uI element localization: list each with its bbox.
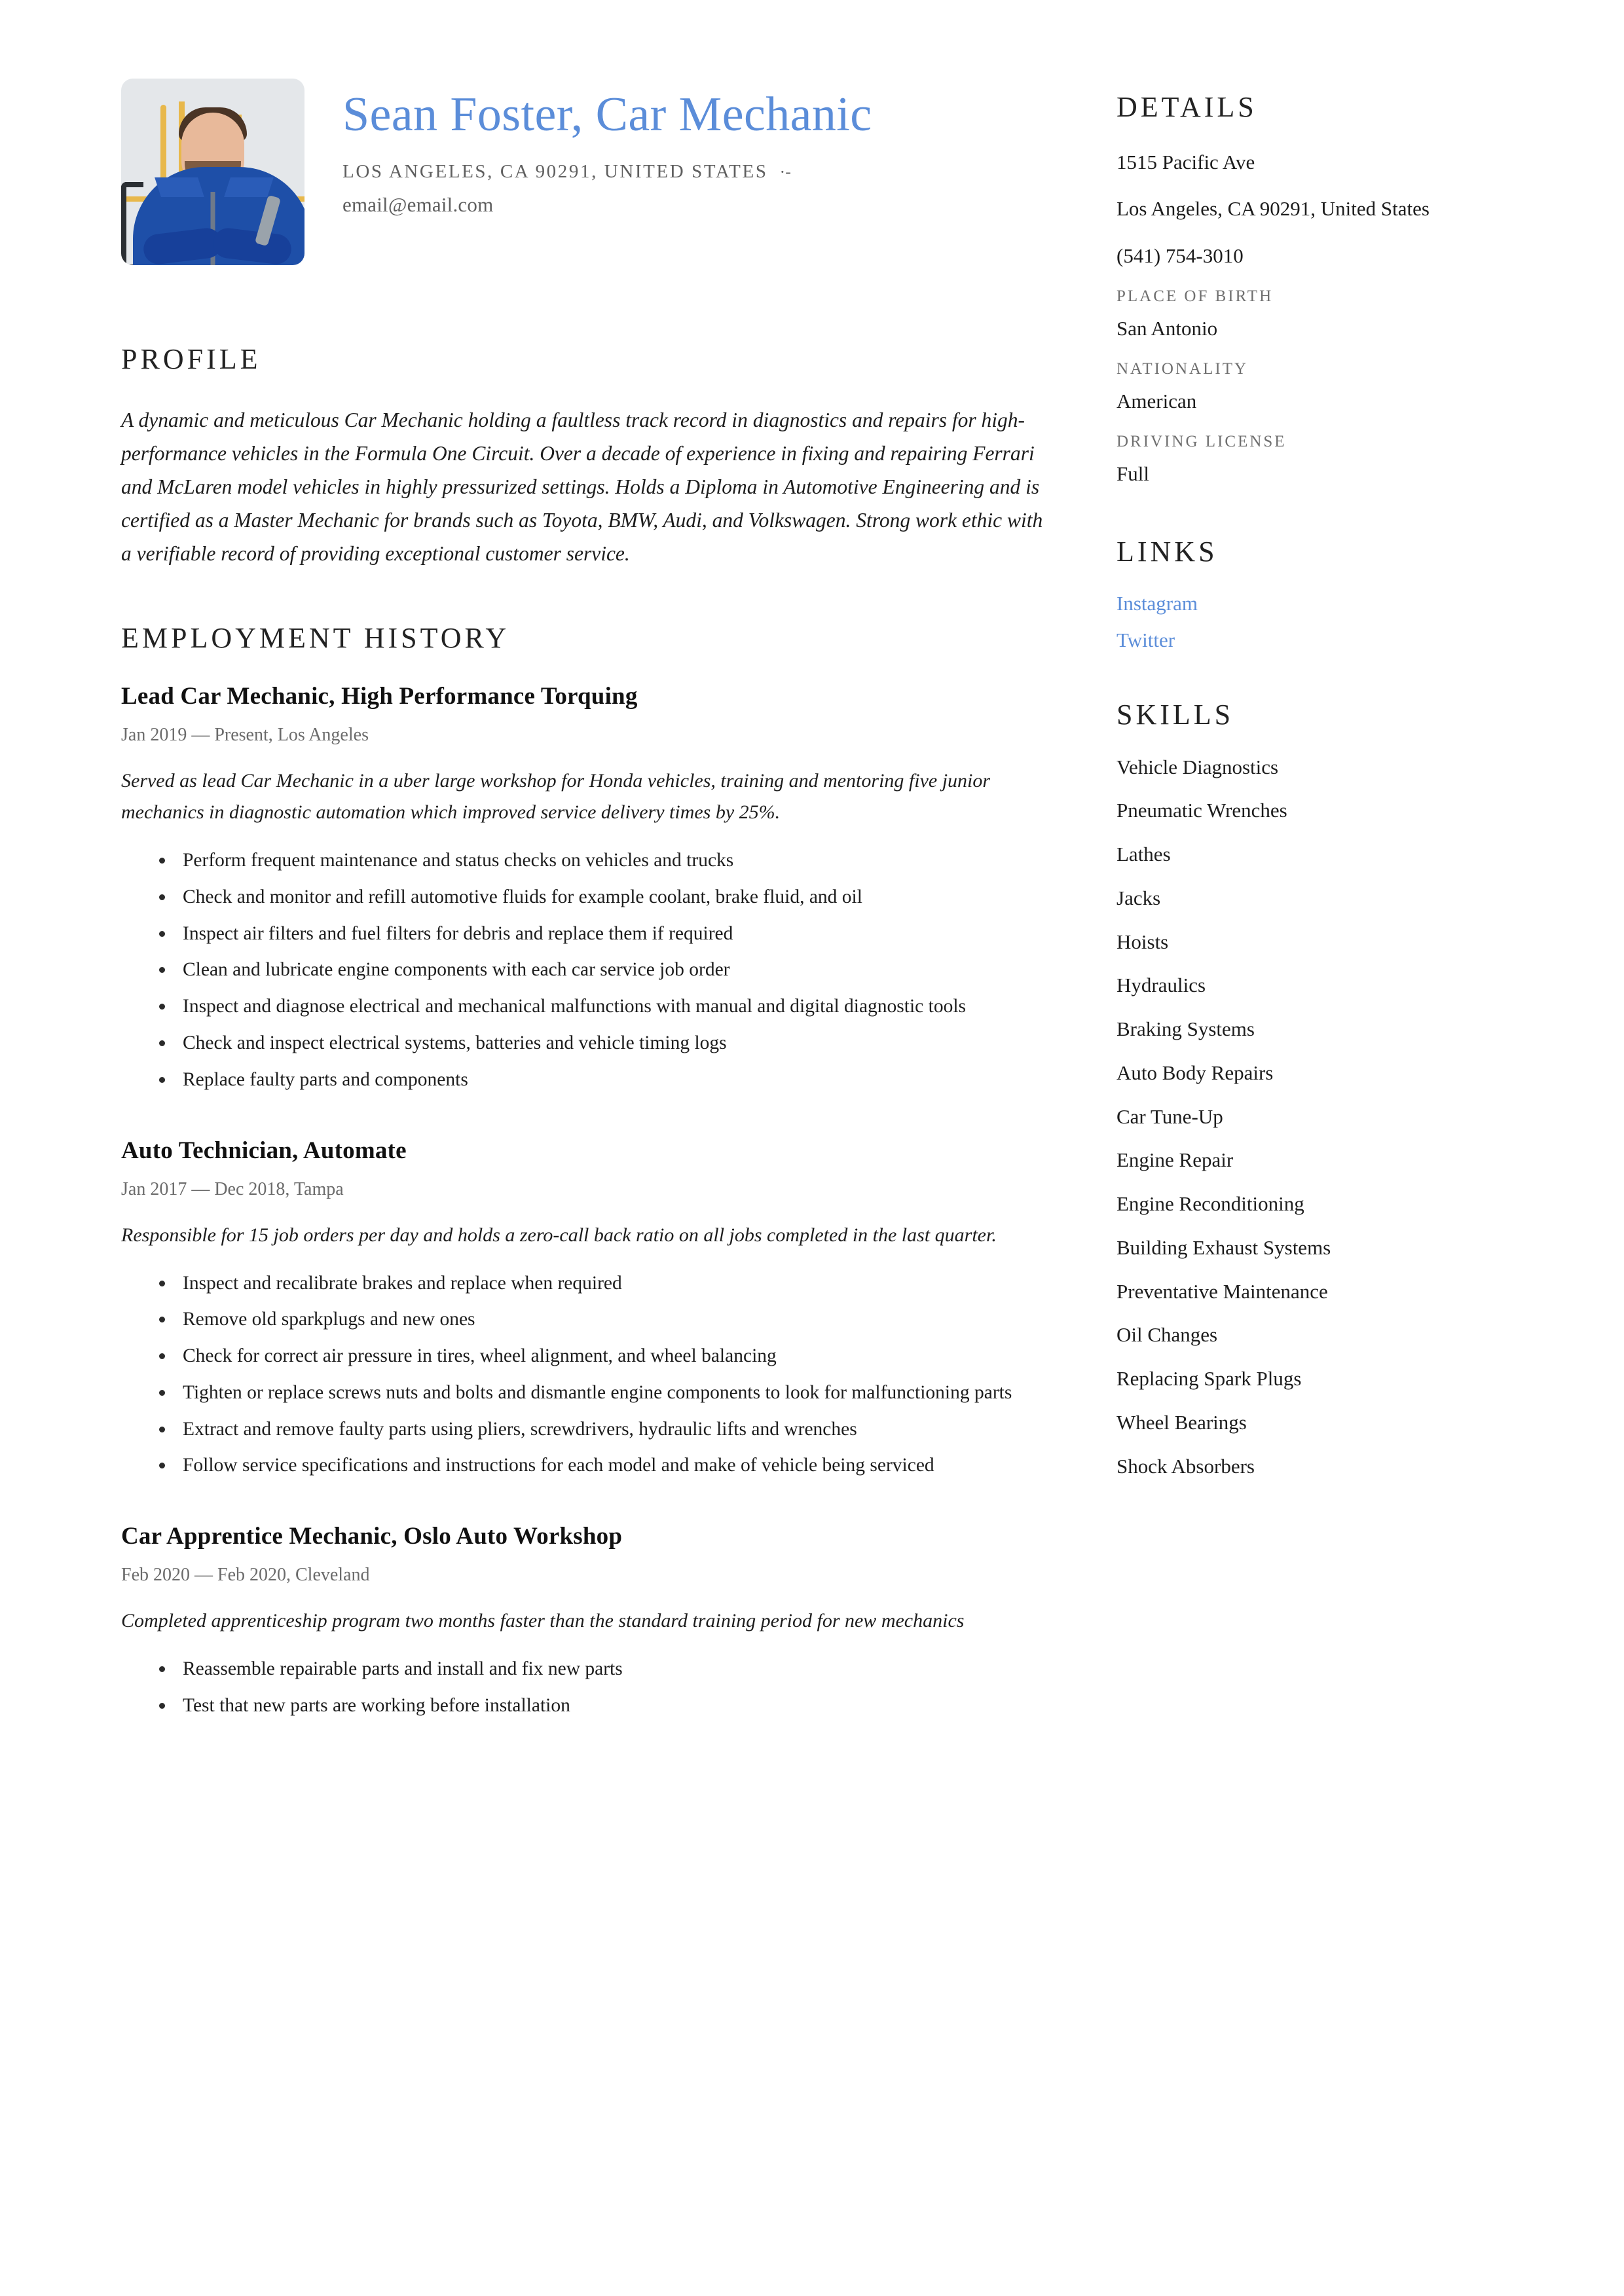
nationality-label: NATIONALITY [1116, 360, 1249, 378]
job-meta: Jan 2019 — Present, Los Angeles [121, 725, 369, 746]
profile-photo [121, 79, 304, 265]
link-twitter[interactable]: Twitter [1116, 628, 1175, 651]
job-bullet: Follow service specifications and instructions for each model and make of vehicle being serviced [159, 1450, 1058, 1482]
skill-item: Pneumatic Wrenches [1116, 799, 1287, 822]
job-meta: Feb 2020 — Feb 2020, Cleveland [121, 1565, 370, 1586]
skills-section [1116, 698, 1549, 1480]
skill-item: Vehicle Diagnostics [1116, 755, 1279, 778]
job-bullet: Inspect and diagnose electrical and mechanical malfunctions with manual and digital diagnostic tools [159, 991, 1058, 1023]
job-bullet: Check and monitor and refill automotive fluids for example coolant, brake fluid, and oil [159, 882, 1058, 913]
link-instagram[interactable]: Instagram [1116, 591, 1198, 615]
skill-item: Braking Systems [1116, 1017, 1255, 1040]
skill-item: Hoists [1116, 930, 1169, 953]
job-bullet: Tighten or replace screws nuts and bolts and dismantle engine components to look for malfunctioning parts [159, 1377, 1058, 1409]
details-heading: DETAILS [1116, 91, 1257, 123]
skill-item: Hydraulics [1116, 974, 1206, 997]
job-bullet: Inspect and recalibrate brakes and replace when required [159, 1268, 1058, 1300]
job-description: Completed apprenticeship program two months faster than the standard training period for new mechanics [121, 1610, 965, 1632]
portrait-collar-left [155, 177, 204, 197]
details-section [1116, 90, 1549, 489]
skill-item: Auto Body Repairs [1116, 1061, 1274, 1084]
header-text [342, 79, 872, 217]
skill-item: Replacing Spark Plugs [1116, 1367, 1302, 1390]
skill-item: Shock Absorbers [1116, 1454, 1255, 1478]
job-entry [121, 1137, 1058, 1482]
job-title: Car Apprentice Mechanic, Oslo Auto Workshop [121, 1523, 623, 1550]
links-section [1116, 535, 1549, 652]
job-description: Responsible for 15 job orders per day and holds a zero-call back ratio on all jobs completed in the last quarter. [121, 1224, 997, 1246]
nationality-value: American [1116, 390, 1197, 412]
job-bullet: Inspect air filters and fuel filters for debris and replace them if required [159, 919, 1058, 950]
job-bullet-list [121, 1268, 1058, 1482]
skill-item: Car Tune-Up [1116, 1104, 1223, 1128]
page-title: Sean Foster, Car Mechanic [342, 88, 872, 141]
resume-header [121, 79, 1058, 265]
job-bullet: Replace faulty parts and components [159, 1065, 1058, 1096]
job-bullet: Reassemble repairable parts and install and fix new parts [159, 1654, 1058, 1685]
portrait-collar-right [224, 177, 274, 197]
contact-location [342, 161, 872, 183]
job-meta: Jan 2017 — Dec 2018, Tampa [121, 1178, 344, 1199]
job-bullet: Perform frequent maintenance and status checks on vehicles and trucks [159, 845, 1058, 877]
profile-text: A dynamic and meticulous Car Mechanic holding a faultless track record in diagnostics and repairs for high-performance vehicles in the Formula One Circuit. Over a decade of experience in fixing and repairing Ferrari and McLaren model vehicles in highly pressurized settings. Holds a Diploma in Automotive Engineering and is certified as a Master Mechanic for brands such as Toyota, BMW, Audi, and Volkswagen. Strong work ethic with a verifiable record of providing exceptional customer service. [121, 409, 1043, 566]
links-heading: LINKS [1116, 535, 1218, 568]
skill-item: Building Exhaust Systems [1116, 1235, 1331, 1259]
address-line-1: 1515 Pacific Ave [1116, 151, 1255, 173]
job-bullet-list [121, 1654, 1058, 1722]
job-bullet: Check and inspect electrical systems, batteries and vehicle timing logs [159, 1028, 1058, 1059]
job-title: Auto Technician, Automate [121, 1137, 407, 1164]
skills-heading: SKILLS [1116, 698, 1234, 731]
job-bullet: Check for correct air pressure in tires, wheel alignment, and wheel balancing [159, 1341, 1058, 1372]
contact-email[interactable]: email@email.com [342, 193, 494, 216]
driving-license-value: Full [1116, 462, 1149, 486]
job-bullet: Clean and lubricate engine components with each car service job order [159, 955, 1058, 986]
job-title: Lead Car Mechanic, High Performance Torquing [121, 683, 638, 710]
job-bullet: Extract and remove faulty parts using pliers, screwdrivers, hydraulic lifts and wrenches [159, 1414, 1058, 1446]
address-line-2: Los Angeles, CA 90291, United States [1116, 197, 1430, 221]
profile-section [121, 342, 1058, 570]
skill-item: Oil Changes [1116, 1323, 1218, 1347]
employment-section [121, 621, 1058, 1722]
phone-number[interactable]: (541) 754-3010 [1116, 244, 1244, 267]
job-entry [121, 682, 1058, 1095]
driving-license-label: DRIVING LICENSE [1116, 433, 1287, 451]
skill-item: Jacks [1116, 886, 1161, 909]
job-bullet-list [121, 845, 1058, 1095]
place-of-birth-value: San Antonio [1116, 316, 1218, 340]
sidebar [1116, 79, 1549, 2296]
employment-heading: EMPLOYMENT HISTORY [121, 622, 510, 655]
skill-item: Lathes [1116, 843, 1171, 866]
profile-heading: PROFILE [121, 343, 261, 375]
skill-item: Engine Repair [1116, 1148, 1234, 1172]
job-bullet: Test that new parts are working before installation [159, 1690, 1058, 1722]
skill-item: Preventative Maintenance [1116, 1279, 1328, 1303]
contact-separator: ·- [779, 162, 791, 181]
job-entry [121, 1522, 1058, 1722]
contact-location-text: LOS ANGELES, CA 90291, UNITED STATES [342, 161, 768, 182]
job-bullet: Remove old sparkplugs and new ones [159, 1304, 1058, 1336]
skill-item: Wheel Bearings [1116, 1410, 1247, 1434]
job-description: Served as lead Car Mechanic in a uber large workshop for Honda vehicles, training and mentoring five junior mechanics in diagnostic automation which improved service delivery times by 25%. [121, 770, 991, 824]
main-column [121, 79, 1116, 2296]
skill-item: Engine Reconditioning [1116, 1192, 1304, 1215]
place-of-birth-label: PLACE OF BIRTH [1116, 287, 1274, 305]
